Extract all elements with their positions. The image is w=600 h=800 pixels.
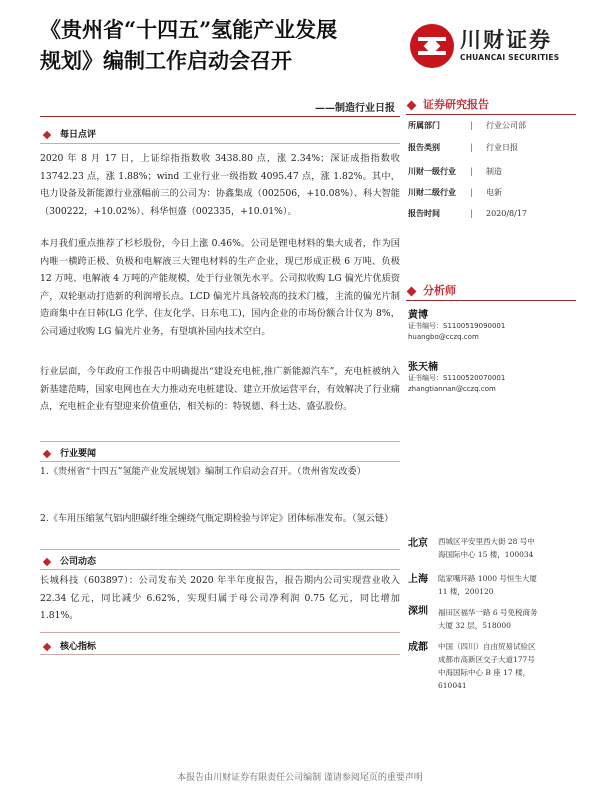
title-line-1: 《贵州省“十四五”氢能产业发展 bbox=[40, 17, 338, 42]
diamond-icon bbox=[43, 642, 51, 650]
address-city: 上海 bbox=[408, 574, 428, 585]
page-footer: 本报告由川财证券有限责任公司编制 谨请参阅尾页的重要声明 bbox=[177, 773, 423, 783]
sidebar-divider bbox=[406, 300, 576, 301]
info-row-report-date: 报告时间 | 2020/8/17 bbox=[408, 208, 528, 218]
divider bbox=[40, 461, 400, 462]
analyst-email[interactable]: zhangtiannan@cczq.com bbox=[408, 385, 496, 393]
address-text: 陆家嘴环路 1000 号恒生大厦 11 楼，200120 bbox=[438, 574, 537, 596]
diamond-icon bbox=[43, 130, 51, 138]
divider bbox=[40, 441, 400, 442]
analyst-card bbox=[408, 358, 578, 395]
address-city: 成都 bbox=[408, 642, 428, 653]
info-row-department: 所属部门 | 行业公司部 bbox=[408, 120, 526, 130]
address-city: 北京 bbox=[408, 538, 428, 549]
analyst-name: 张天楠 bbox=[408, 362, 438, 373]
address-city: 深圳 bbox=[408, 606, 428, 617]
diamond-icon bbox=[43, 449, 51, 457]
divider bbox=[40, 569, 400, 570]
analyst-email[interactable]: huangbo@cczq.com bbox=[408, 333, 479, 341]
address-text: 中国（四川）自由贸易试验区 成都市高新区交子大道177号 中海国际中心 B 座 17 楼， 610041 bbox=[438, 642, 536, 690]
report-subtitle: ——制造行业日报 bbox=[315, 103, 395, 114]
analyst-cert: 证书编号：S1100520070001 bbox=[408, 374, 506, 382]
news-item-1: 1.《贵州省“十四五”氢能产业发展规划》编制工作启动会召开。（贵州省发改委） bbox=[40, 466, 366, 477]
info-row-industry-2: 川财二级行业 | 电新 bbox=[408, 187, 502, 197]
section-news-heading: 行业要闻 bbox=[44, 446, 96, 459]
report-title bbox=[40, 14, 400, 76]
analyst-cert: 证书编号：S1100519090001 bbox=[408, 322, 506, 330]
daily-para-1: 2020 年 8 月 17 日，上证综指指数收 3438.80 点，涨 2.34%；深证成指指数收 13742.23 点，涨 1.88%；wind 工业行业一级指数 4095.47 点，涨 1.82%。其中，电力设备及新能源行业涨幅前三的公司为：协鑫集成（002506，+10.08%）、科大智能（300222，+10.02%）、科华恒盛（002335，+10.01%）。 bbox=[40, 153, 400, 217]
analyst-heading: 分析师 bbox=[408, 282, 456, 298]
info-row-industry-1: 川财一级行业 | 制造 bbox=[408, 166, 502, 176]
section-company-heading: 公司动态 bbox=[44, 554, 96, 567]
divider bbox=[40, 654, 400, 655]
sidebar-divider bbox=[406, 114, 576, 115]
daily-para-3: 行业层面，今年政府工作报告中明确提出“建设充电桩,推广新能源汽车”，充电桩被纳入新基建范畴，国家电网也在大力推动充电桩建设、建立开放运营平台，有效解决了行业痛点，充电桩企业有望迎来价值重估，相关标的：特锐德、科士达、盛弘股份。 bbox=[40, 366, 400, 412]
title-line-2: 规划》编制工作启动会召开 bbox=[40, 48, 292, 73]
diamond-icon bbox=[43, 557, 51, 565]
divider bbox=[40, 632, 400, 633]
news-item-2: 2.《车用压缩氢气铝内胆碳纤维全缠绕气瓶定期检验与评定》团体标准发布。（氢云链） bbox=[40, 513, 394, 524]
section-daily-heading: 每日点评 bbox=[44, 127, 96, 140]
diamond-icon bbox=[407, 100, 417, 110]
logo-mark-icon bbox=[410, 24, 454, 68]
divider bbox=[40, 549, 400, 550]
analyst-name: 黄博 bbox=[408, 310, 428, 321]
title-divider bbox=[40, 116, 400, 117]
address-text: 福田区福华一路 6 号免税商务 大厦 32 层，518000 bbox=[438, 608, 538, 630]
logo-cn-text: 川财证券 bbox=[460, 28, 552, 52]
analyst-card bbox=[408, 306, 578, 343]
company-logo bbox=[410, 22, 570, 70]
logo-en-text: CHUANCAI SECURITIES bbox=[460, 53, 560, 62]
company-news-text: 长城科技（603897）：公司发布关 2020 年半年度报告，报告期内公司实现营业收入 22.34 亿元，同比减少 6.62%，实现归属于母公司净利润 0.75 亿元，同比增加 1.81%。 bbox=[40, 575, 400, 621]
diamond-icon bbox=[407, 286, 417, 296]
info-row-category: 报告类别 | 行业日报 bbox=[408, 142, 518, 152]
section-core-heading: 核心指标 bbox=[44, 639, 96, 652]
report-type-heading: 证券研究报告 bbox=[408, 96, 489, 112]
divider bbox=[40, 143, 400, 144]
daily-para-2: 本月我们重点推荐了杉杉股份，今日上涨 0.46%。公司是锂电材料的集大成者，作为国内唯一横跨正极、负极和电解液三大锂电材料的生产企业，现已形成正极 6 万吨、负极 12 万吨、电解液 4 万吨的产能规模，处于行业领先水平。公司拟收购 LG 偏光片优质资产，双轮驱动打造新的利润增长点。LCD 偏光片具备较高的技术门槛，主流的偏光片制造商集中在日韩(LG 化学、住友化学、日东电工)，国内企业的市场份额合计仅为 8%，公司通过收购 LG 偏光片业务，有望填补国内技术空白。 bbox=[40, 238, 400, 337]
address-text: 西城区平安里西大街 28 号中 海国际中心 15 楼，100034 bbox=[438, 537, 535, 559]
